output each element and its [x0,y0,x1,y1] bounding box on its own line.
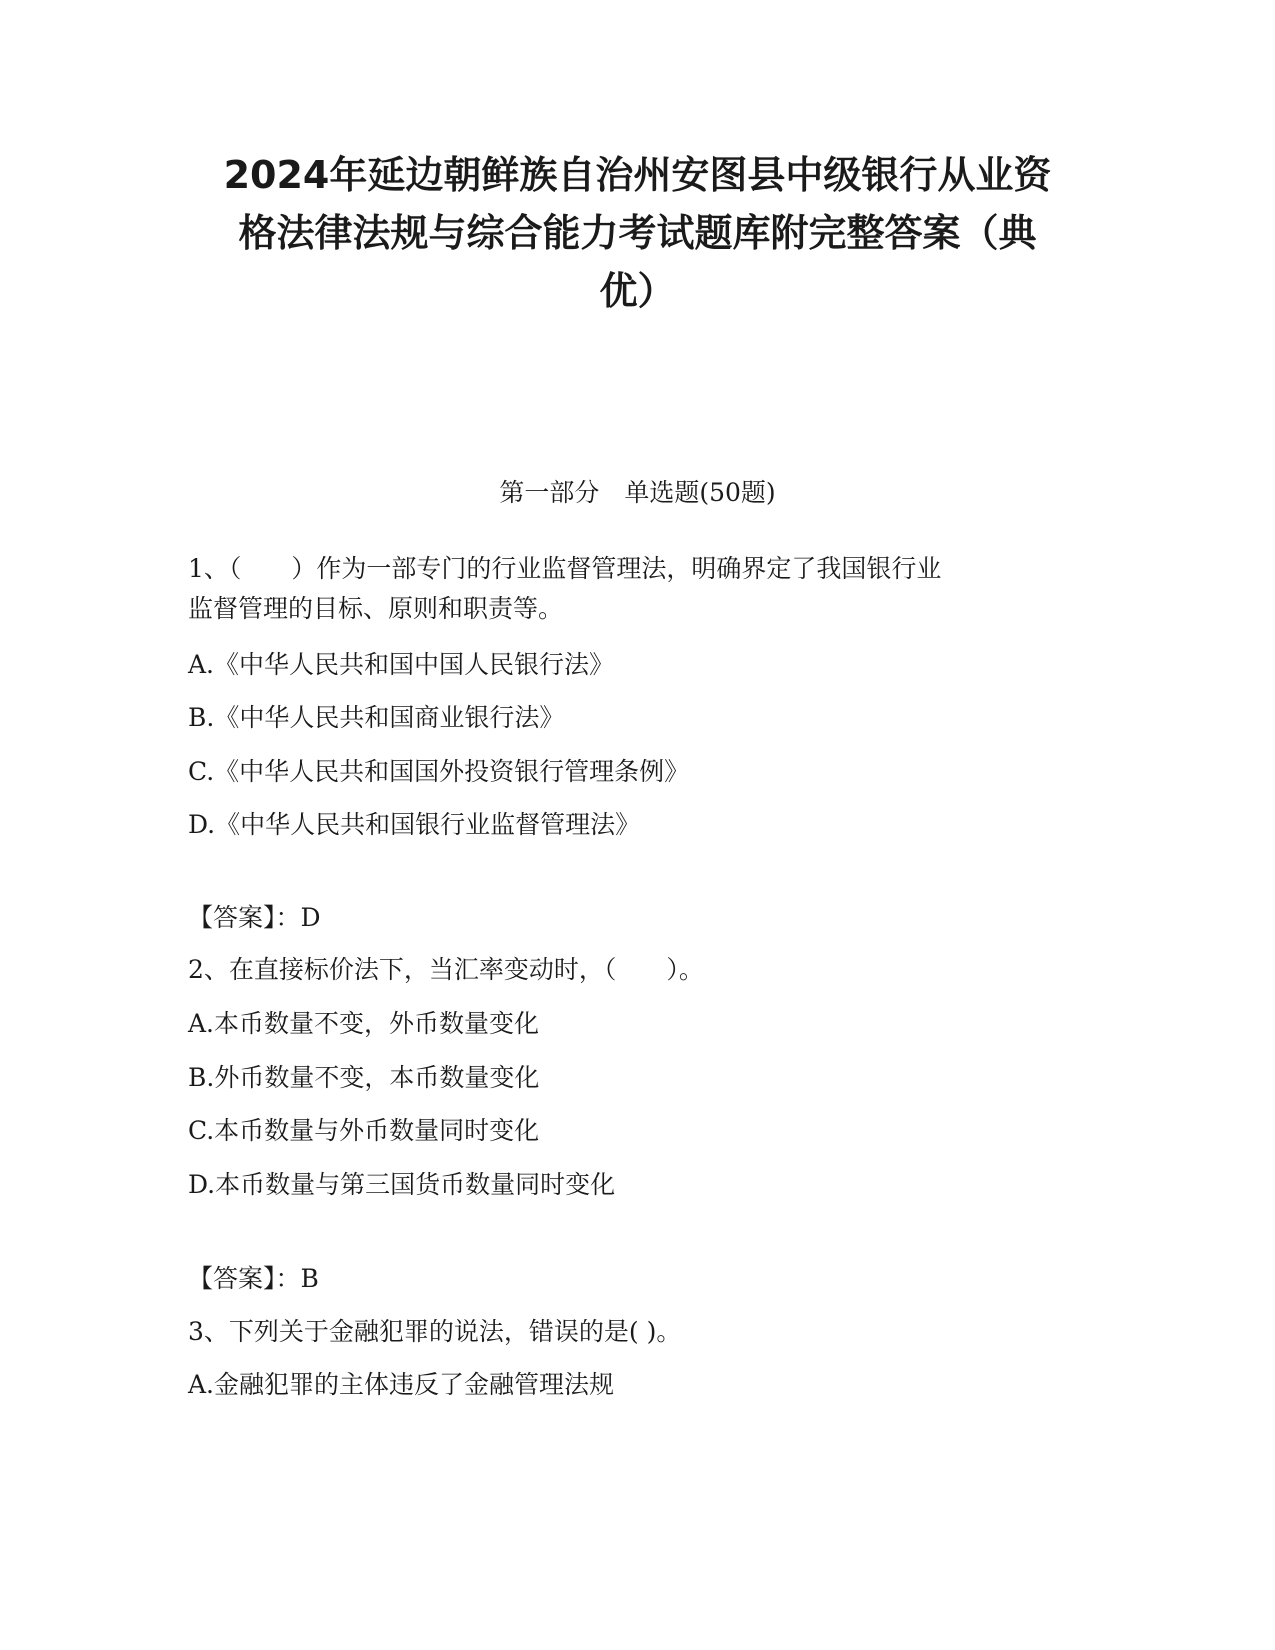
question-3-stem-line-1: 3、下列关于金融犯罪的说法，错误的是( )。 [188,1317,682,1346]
question-2-option-c: C.本币数量与外币数量同时变化 [188,1116,540,1145]
question-1-option-a: A.《中华人民共和国中国人民银行法》 [188,650,615,679]
question-1-option-d: D.《中华人民共和国银行业监督管理法》 [188,810,641,839]
question-1-option-b: B.《中华人民共和国商业银行法》 [188,703,565,732]
question-2-option-a: A.本币数量不变，外币数量变化 [188,1009,540,1038]
question-1-answer: 【答案】：D [188,903,321,932]
question-2-option-d: D.本币数量与第三国货币数量同时变化 [188,1170,616,1199]
title-line-2: 格法律法规与综合能力考试题库附完整答案（典 [238,211,1037,255]
title-line-1: 2024年延边朝鲜族自治州安图县中级银行从业资 [223,153,1052,197]
question-2-option-b: B.外币数量不变，本币数量变化 [188,1063,540,1092]
title-line-3: 优） [599,269,676,313]
question-1-option-c: C.《中华人民共和国国外投资银行管理条例》 [188,757,690,786]
question-2-stem-line-1: 2、在直接标价法下，当汇率变动时，（ ）。 [188,955,704,984]
question-3-option-a: A.金融犯罪的主体违反了金融管理法规 [188,1370,615,1399]
question-2-answer: 【答案】：B [188,1264,319,1293]
section-heading: 第一部分 单选题(50题) [499,478,776,507]
document-title [150,146,1125,320]
question-1-stem-line-1: 1、（ ）作为一部专门的行业监督管理法，明确界定了我国银行业 [188,554,942,583]
question-1-stem-line-2: 监督管理的目标、原则和职责等。 [188,594,564,623]
